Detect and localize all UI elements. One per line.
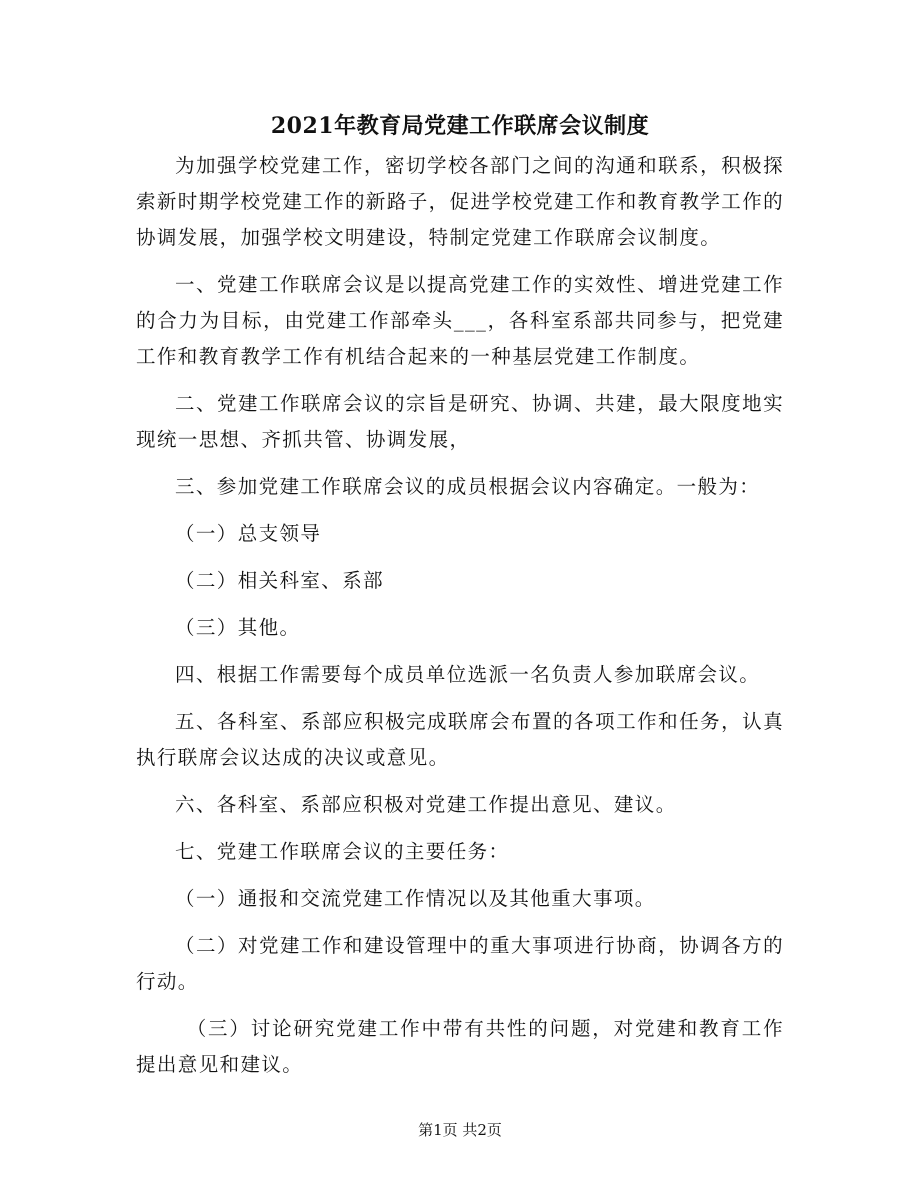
paragraph-intro: 为加强学校党建工作，密切学校各部门之间的沟通和联系，积极探索新时期学校党建工作的新路子，促进学校党建工作和教育教学工作的协调发展，加强学校文明建设，特制定党建工作联席会议制度。 xyxy=(136,154,784,249)
paragraph-sub-item-7-1: （一）通报和交流党建工作情况以及其他重大事项。 xyxy=(175,887,656,910)
paragraph-item-2: 二、党建工作联席会议的宗旨是研究、协调、共建，最大限度地实现统一思想、齐抓共管、协调发展， xyxy=(136,392,784,451)
paragraph-sub-item-3-3: （三）其他。 xyxy=(175,616,301,639)
document-title: 2021年教育局党建工作联席会议制度 xyxy=(270,113,650,139)
document-body xyxy=(136,148,784,1094)
paragraph-sub-item-7-2: （二）对党建工作和建设管理中的重大事项进行协商，协调各方的行动。 xyxy=(136,934,784,993)
paragraph-item-7: 七、党建工作联席会议的主要任务： xyxy=(175,840,510,863)
paragraph-sub-item-3-1: （一）总支领导 xyxy=(175,522,322,545)
paragraph-item-5: 五、各科室、系部应积极完成联席会布置的各项工作和任务，认真执行联席会议达成的决议或意见。 xyxy=(136,710,784,769)
paragraph-item-6: 六、各科室、系部应积极对党建工作提出意见、建议。 xyxy=(175,793,677,816)
page-footer: 第1页 共2页 xyxy=(418,1121,502,1139)
paragraph-item-3: 三、参加党建工作联席会议的成员根据会议内容确定。一般为： xyxy=(175,475,761,498)
paragraph-sub-item-7-3: （三）讨论研究党建工作中带有共性的问题，对党建和教育工作提出意见和建议。 xyxy=(136,1017,784,1076)
paragraph-sub-item-3-2: （二）相关科室、系部 xyxy=(175,569,385,592)
paragraph-item-1: 一、党建工作联席会议是以提高党建工作的实效性、增进党建工作的合力为目标，由党建工作部牵头___，各科室系部共同参与，把党建工作和教育教学工作有机结合起来的一种基层党建工作制度。 xyxy=(136,273,784,368)
paragraph-item-4: 四、根据工作需要每个成员单位选派一名负责人参加联席会议。 xyxy=(175,663,761,686)
